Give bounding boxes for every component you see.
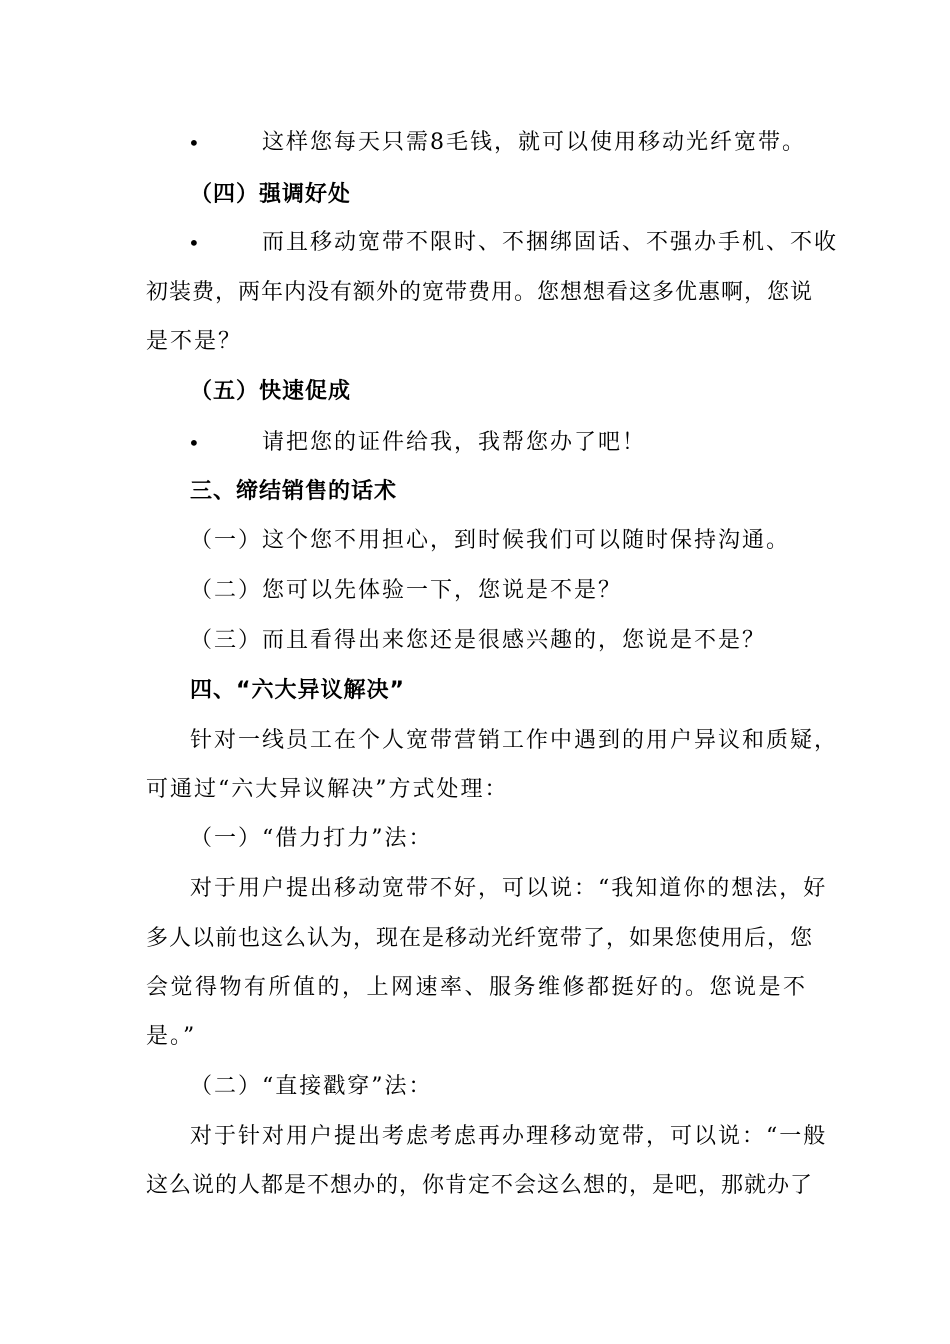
closing-script-3: （三）而且看得出来您还是很感兴趣的，您说是不是？ bbox=[190, 628, 767, 653]
paragraph-benefits-line-2: 初装费，两年内没有额外的宽带费用。您想想看这多优惠啊，您说 bbox=[146, 280, 814, 305]
paragraph-benefits-line-3: 是不是？ bbox=[146, 329, 243, 354]
subheading-method-2: （二）“直接戳穿”法： bbox=[190, 1074, 433, 1099]
paragraph-intro-line-2: 可通过“六大异议解决”方式处理： bbox=[146, 777, 509, 802]
bullet-2: • bbox=[188, 231, 200, 255]
heading-six-objections: 四、“六大异议解决” bbox=[190, 678, 405, 703]
paragraph-benefits-line-1: 而且移动宽带不限时、不捆绑固话、不强办手机、不收 bbox=[262, 230, 839, 255]
heading-emphasize-benefits: （四）强调好处 bbox=[190, 182, 352, 207]
closing-script-1: （一）这个您不用担心，到时候我们可以随时保持沟通。 bbox=[190, 528, 791, 553]
paragraph-method-1-line-2: 多人以前也这么认为，现在是移动光纤宽带了，如果您使用后，您 bbox=[146, 926, 814, 951]
paragraph-intro-line-1: 针对一线员工在个人宽带营销工作中遇到的用户异议和质疑， bbox=[190, 728, 839, 753]
paragraph-method-2-line-2: 这么说的人都是不想办的，你肯定不会这么想的，是吧，那就办了 bbox=[146, 1173, 814, 1198]
subheading-method-1: （一）“借力打力”法： bbox=[190, 826, 433, 851]
paragraph-method-1-line-3: 会觉得物有所值的，上网速率、服务维修都挺好的。您说是不 bbox=[146, 975, 806, 1000]
paragraph-method-2-line-1: 对于针对用户提出考虑考虑再办理移动宽带，可以说：“一般 bbox=[190, 1124, 828, 1149]
paragraph-method-1-line-4: 是。” bbox=[146, 1024, 197, 1049]
bullet-line-id-request: 请把您的证件给我，我帮您办了吧！ bbox=[262, 430, 647, 455]
heading-closing-scripts: 三、缔结销售的话术 bbox=[190, 479, 398, 504]
closing-script-2: （二）您可以先体验一下，您说是不是？ bbox=[190, 578, 623, 603]
bullet-1: • bbox=[188, 131, 200, 155]
bullet-3: • bbox=[188, 431, 200, 455]
paragraph-method-1-line-1: 对于用户提出移动宽带不好，可以说：“我知道你的想法，好 bbox=[190, 876, 828, 901]
bullet-line-price: 这样您每天只需8毛钱，就可以使用移动光纤宽带。 bbox=[262, 130, 806, 155]
heading-quick-close: （五）快速促成 bbox=[190, 379, 352, 404]
